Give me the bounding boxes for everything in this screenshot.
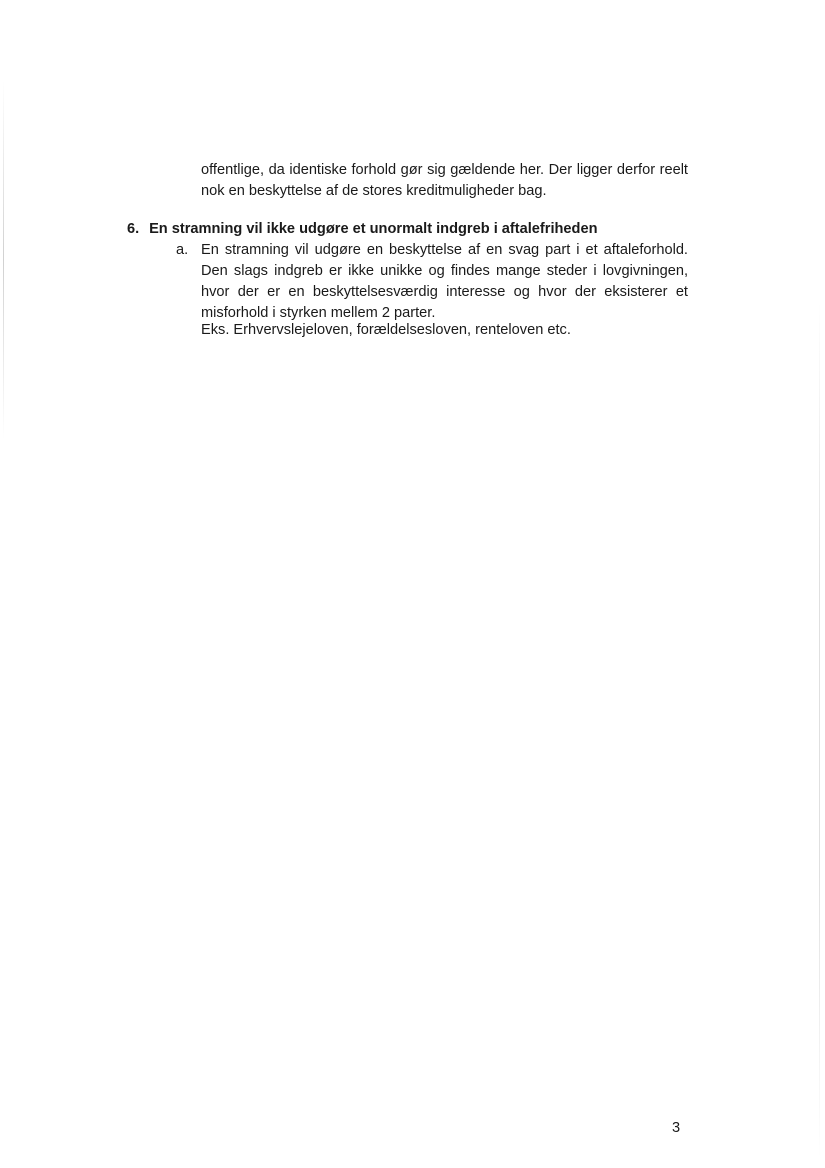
- list-item-text: En stramning vil udgøre en beskyttelse af en svag part i et aftaleforhold. Den slags indgreb er ikke unikke og findes mange steder i lovgivningen, hvor der er en beskyttelsesværdig interesse og hvor der eksisterer et misforhold i styrken mellem 2 parter.: [201, 242, 688, 321]
- list-item-marker: a.: [176, 242, 189, 258]
- section-heading: [127, 219, 727, 239]
- page-number: 3: [672, 1120, 681, 1136]
- scan-edge-right: [819, 300, 820, 1160]
- section-number: 6.: [127, 221, 140, 237]
- section-title: En stramning vil ikke udgøre et unormalt indgreb i aftalefriheden: [149, 221, 598, 237]
- scan-edge-left: [3, 80, 4, 440]
- list-item-examples: Eks. Erhvervslejeloven, forældelsesloven, renteloven etc.: [201, 322, 571, 338]
- continuation-paragraph: offentlige, da identiske forhold gør sig gældende her. Der ligger derfor reelt nok en beskyttelse af de stores kreditmuligheder bag.: [201, 162, 688, 199]
